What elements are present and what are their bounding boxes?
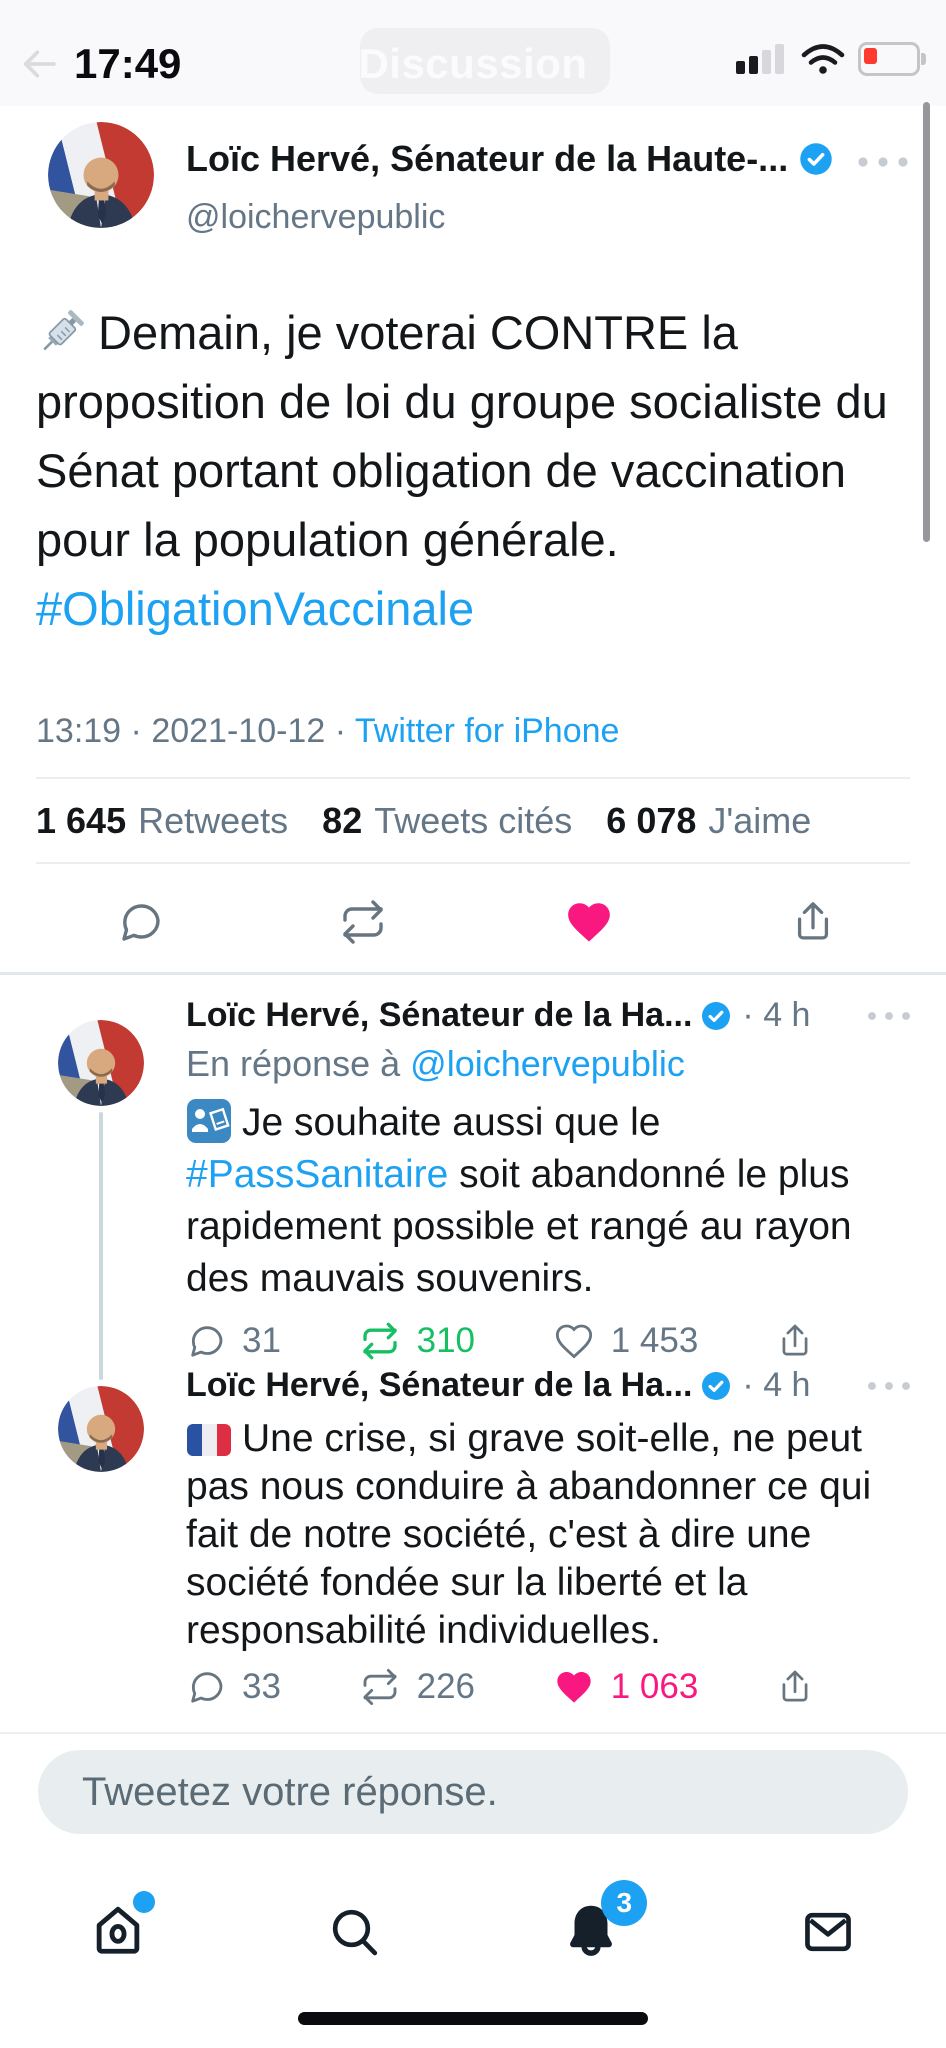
tweet-text: Demain, je voterai CONTRE la proposition de loi du groupe socialiste du Sénat portant obligation de vaccination pour la population générale.	[36, 306, 888, 566]
reply-tweet[interactable]	[0, 996, 946, 1361]
verified-badge-icon	[798, 141, 834, 177]
home-indicator[interactable]	[298, 2012, 648, 2025]
notification-badge: 3	[601, 1880, 647, 1926]
battery-icon	[858, 42, 920, 76]
tweet-time: 13:19	[36, 712, 122, 750]
header-bar	[0, 0, 946, 106]
avatar[interactable]	[48, 122, 154, 228]
status-time: 17:49	[74, 40, 182, 87]
page-title: Discussion	[358, 40, 588, 87]
retweet-count: 226	[416, 1667, 476, 1706]
retweet-icon[interactable]	[338, 898, 388, 946]
like-icon-filled[interactable]	[562, 897, 616, 947]
reply-body: Une crise, si grave soit-elle, ne peut pas nous conduire à abandonner ce qui fait de notre société, c'est à dire une société fondée sur la liberté et la responsabilité individuelles.	[186, 1417, 872, 1652]
passport-control-emoji-icon	[186, 1098, 232, 1144]
avatar[interactable]	[58, 1386, 144, 1472]
reply-count-group[interactable]	[186, 1321, 281, 1361]
reply-timestamp: · 4 h	[742, 996, 811, 1034]
quote-tweets-stat[interactable]: 82 Tweets cités	[322, 800, 573, 841]
reply-composer[interactable]	[38, 1750, 908, 1834]
like-count: 1 453	[610, 1321, 699, 1360]
battery-level-low	[864, 48, 877, 64]
divider	[0, 1732, 946, 1734]
retweets-stat[interactable]: 1 645 Retweets	[36, 800, 289, 841]
share-icon[interactable]	[776, 1321, 814, 1361]
tweet-date: 2021-10-12	[151, 712, 326, 750]
nav-messages[interactable]	[710, 1872, 946, 1992]
retweet-icon	[359, 1667, 401, 1707]
nav-home[interactable]	[0, 1872, 237, 1992]
retweet-count-group-active[interactable]	[359, 1321, 475, 1361]
reply-header	[186, 996, 912, 1035]
scrollbar[interactable]	[923, 102, 930, 542]
home-new-indicator	[133, 1891, 155, 1913]
reply-timestamp: · 4 h	[742, 1366, 811, 1404]
tweet-header	[186, 138, 910, 180]
retweet-icon	[359, 1321, 401, 1361]
messages-envelope-icon	[800, 1904, 856, 1960]
reply-count: 33	[242, 1667, 281, 1706]
search-icon	[327, 1904, 383, 1960]
mention-link[interactable]: @loichervepublic	[410, 1043, 685, 1084]
display-name[interactable]: Loïc Hervé, Sénateur de la Ha...	[186, 996, 693, 1034]
display-name[interactable]: Loïc Hervé, Sénateur de la Haute-...	[186, 138, 789, 179]
avatar[interactable]	[58, 1020, 144, 1106]
like-icon	[553, 1321, 595, 1361]
syringe-emoji-icon	[36, 306, 88, 358]
like-count: 1 063	[610, 1667, 699, 1706]
reply-icon	[186, 1667, 226, 1707]
reply-count: 31	[242, 1321, 281, 1360]
reply-actions	[186, 1667, 814, 1707]
reply-body: Je souhaite aussi que le #PassSanitaire soit abandonné le plus rapidement possible et rangé au rayon des mauvais souvenirs.	[186, 1097, 892, 1305]
share-icon[interactable]	[776, 1667, 814, 1707]
share-icon[interactable]	[790, 898, 836, 946]
reply-tweet[interactable]	[0, 1366, 946, 1707]
bottom-nav	[0, 1872, 946, 1992]
divider	[36, 862, 910, 864]
tweet-stats	[36, 800, 811, 842]
reply-header	[186, 1366, 912, 1405]
divider	[36, 777, 910, 779]
tweet-body	[36, 298, 916, 643]
verified-badge-icon	[700, 1370, 732, 1402]
more-options-icon[interactable]	[866, 1010, 912, 1022]
composer-placeholder: Tweetez votre réponse.	[82, 1769, 498, 1814]
like-count-group[interactable]	[553, 1321, 699, 1361]
section-divider	[0, 972, 946, 975]
reply-icon	[186, 1321, 226, 1361]
retweet-count-group[interactable]	[359, 1667, 475, 1707]
france-flag-emoji-icon	[186, 1420, 232, 1460]
hashtag-link[interactable]: #PassSanitaire	[186, 1153, 449, 1196]
wifi-icon	[800, 43, 846, 75]
nav-search[interactable]	[237, 1872, 474, 1992]
hashtag-link[interactable]: #ObligationVaccinale	[36, 582, 475, 635]
user-handle[interactable]: @loichervepublic	[186, 198, 446, 236]
more-options-icon[interactable]	[856, 156, 910, 168]
likes-stat[interactable]: 6 078 J'aime	[606, 800, 812, 841]
reply-context: En réponse à @loichervepublic	[186, 1043, 685, 1084]
like-icon-filled	[553, 1667, 595, 1707]
tweet-source-link[interactable]: Twitter for iPhone	[354, 712, 620, 750]
status-icons	[736, 42, 920, 76]
tweet-timestamp: 13:19 · 2021-10-12 · Twitter for iPhone	[36, 712, 620, 750]
verified-badge-icon	[700, 1000, 732, 1032]
nav-notifications[interactable]	[473, 1872, 710, 1992]
reply-actions	[186, 1321, 814, 1361]
like-count-group-active[interactable]	[553, 1667, 699, 1707]
reply-icon[interactable]	[116, 898, 164, 946]
display-name[interactable]: Loïc Hervé, Sénateur de la Ha...	[186, 1366, 693, 1404]
tweet-actions	[116, 878, 836, 966]
signal-strength-icon	[736, 43, 788, 75]
more-options-icon[interactable]	[866, 1380, 912, 1392]
retweet-count: 310	[416, 1321, 476, 1360]
reply-count-group[interactable]	[186, 1667, 281, 1707]
